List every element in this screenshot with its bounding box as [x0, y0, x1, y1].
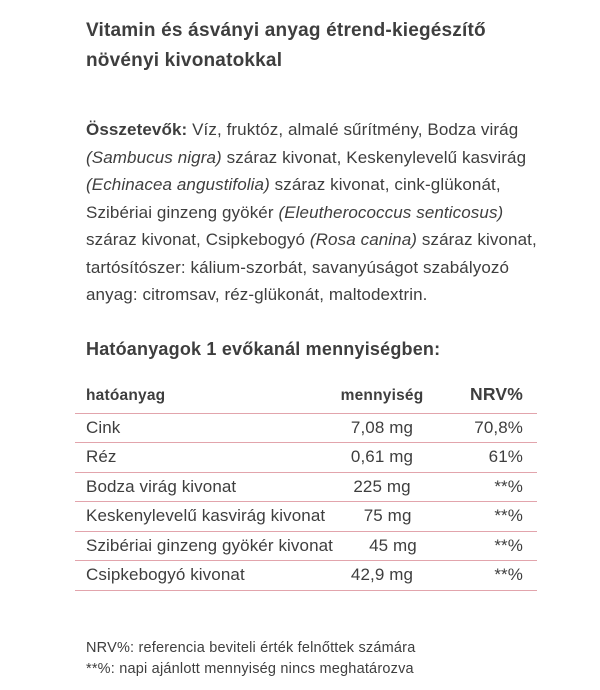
text-segment: (Echinacea angustifolia) [86, 175, 270, 194]
text-segment: (Eleutherococcus senticosus) [278, 202, 504, 222]
text-segment: (Sambucus nigra) [86, 147, 222, 167]
ingredient-nrv-cell: 61% [488, 447, 523, 467]
ingredient-nrv-cell: **% [494, 535, 523, 555]
ingredients-paragraph [86, 116, 560, 309]
ingredient-name-cell: Cink [86, 417, 121, 437]
text-segment: Szibériai ginzeng gyökér [86, 202, 279, 222]
ingredient-amount-cell: 42,9 mg [350, 565, 414, 585]
ingredient-amount-cell: 75 mg [363, 506, 412, 526]
footnote-asterisk: **%: napi ajánlott mennyiség nincs meghatározva [86, 660, 414, 677]
ingredient-nrv-cell: **% [494, 506, 523, 526]
ingredient-name-cell: Csipkebogyó kivonat [86, 565, 245, 585]
text-segment: Összetevők: [86, 120, 188, 139]
table-body [75, 414, 537, 591]
column-header-amount: mennyiség [340, 386, 424, 404]
column-header-nrv: NRV% [470, 383, 523, 404]
ingredient-name-cell: Keskenylevelű kasvirág kivonat [86, 506, 326, 526]
text-segment: száraz kivonat, Csipkebogyó [86, 230, 310, 249]
footnotes [86, 638, 560, 680]
actives-heading: Hatóanyagok 1 evőkanál mennyiségben: [86, 338, 441, 359]
footnote-nrv: NRV%: referencia beviteli érték felnőttek számára [86, 639, 416, 656]
table-row [75, 532, 537, 562]
table-row [75, 414, 537, 444]
ingredient-amount-cell: 45 mg [369, 535, 417, 555]
text-segment: száraz kivonat, Keskenylevelű kasvirág [221, 147, 527, 167]
text-segment: (Rosa canina) [309, 230, 418, 249]
actives-table [75, 384, 537, 591]
ingredient-name-cell: Szibériai ginzeng gyökér kivonat [86, 535, 334, 555]
ingredient-amount-cell: 7,08 mg [350, 417, 414, 437]
table-header-row [75, 384, 537, 414]
text-segment: száraz kivonat, cink-glükonát, [269, 175, 501, 194]
text-segment: száraz kivonat, [417, 230, 537, 249]
ingredient-amount-cell: 0,61 mg [350, 447, 414, 467]
ingredient-name-cell: Réz [86, 447, 117, 467]
table-row [75, 443, 537, 473]
table-row [75, 561, 537, 591]
page-title: Vitamin és ásványi anyag étrend-kiegészítő növényi kivonatokkal [86, 20, 486, 71]
column-header-ingredient: hatóanyag [86, 386, 166, 404]
ingredient-nrv-cell: 70,8% [474, 417, 523, 437]
text-segment: tartósítószer: kálium-szorbát, savanyúságot szabályozó [86, 257, 510, 277]
table-row [75, 473, 537, 503]
ingredient-nrv-cell: **% [494, 476, 523, 496]
ingredient-name-cell: Bodza virág kivonat [86, 476, 237, 496]
text-segment: anyag: citromsav, réz-glükonát, maltodextrin. [86, 285, 428, 304]
text-segment: Víz, fruktóz, almalé sűrítmény, Bodza virág [187, 120, 519, 139]
ingredient-amount-cell: 225 mg [353, 476, 411, 496]
ingredient-nrv-cell: **% [494, 565, 523, 585]
table-row [75, 502, 537, 532]
